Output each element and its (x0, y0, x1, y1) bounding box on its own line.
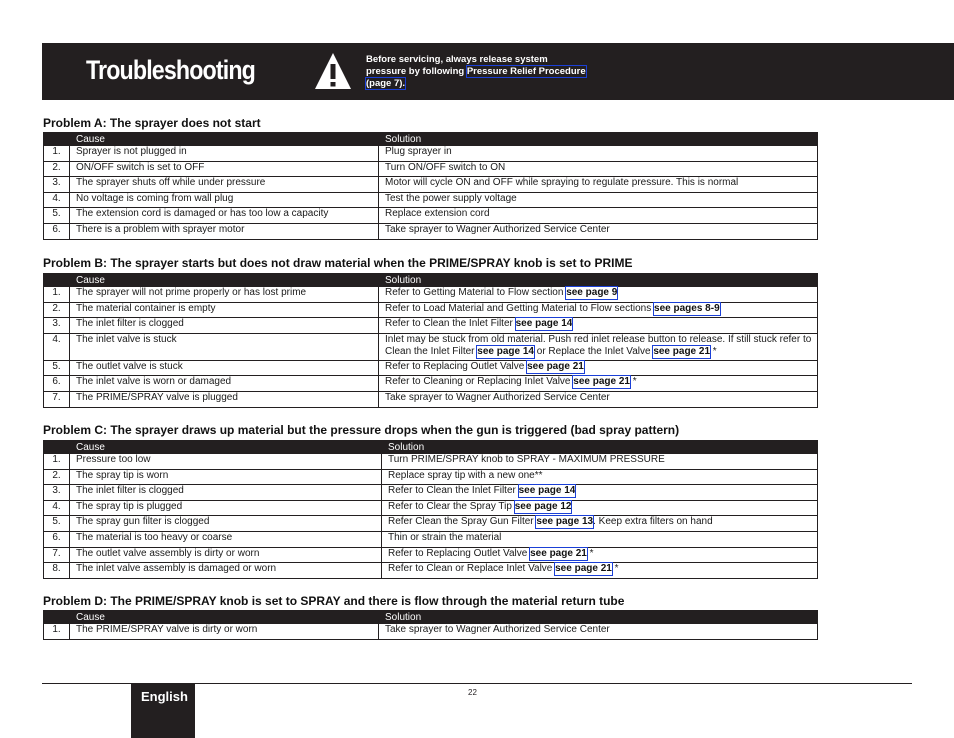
footnote-mark: * (586, 547, 594, 559)
solution-text: Refer to Clean or Replace Inlet Valve (388, 563, 556, 575)
row-number: 8. (44, 563, 70, 579)
language-tab: English (131, 684, 195, 738)
solution-cell (382, 563, 818, 579)
cause-cell: The PRIME/SPRAY valve is dirty or worn (70, 624, 379, 640)
problem-c-table (43, 440, 818, 579)
row-number: 5. (44, 516, 70, 532)
row-number: 3. (44, 485, 70, 501)
solution-cell (379, 376, 818, 392)
row-number: 7. (44, 391, 70, 407)
table-row (44, 376, 818, 392)
table-row (44, 192, 818, 208)
table-row (44, 146, 818, 162)
page-link[interactable]: see page 14 (518, 485, 576, 497)
solution-cell (379, 302, 818, 318)
cause-cell: ON/OFF switch is set to OFF (70, 161, 379, 177)
row-number: 6. (44, 223, 70, 239)
cause-cell: The spray tip is worn (70, 469, 382, 485)
cause-cell: The spray gun filter is clogged (70, 516, 382, 532)
problem-c-title: Problem C: The sprayer draws up material but the pressure drops when the gun is triggered (bad spray pattern) (43, 423, 680, 437)
num-header (44, 611, 70, 624)
solution-text: Refer to Cleaning or Replacing Inlet Valve (385, 376, 574, 388)
table-header-row (44, 133, 818, 146)
row-number: 4. (44, 500, 70, 516)
warning-message: Before servicing, always release system pressure by following (366, 54, 548, 77)
page-link[interactable]: see page 21 (573, 376, 630, 388)
table-row (44, 454, 818, 470)
row-number: 2. (44, 161, 70, 177)
page-link[interactable]: see page 21 (530, 547, 587, 559)
cause-cell: The inlet valve is stuck (70, 333, 379, 360)
solution-text: Refer to Replacing Outlet Valve (385, 360, 528, 372)
cause-cell: The inlet valve is worn or damaged (70, 376, 379, 392)
table-row (44, 318, 818, 334)
solution-cell (382, 485, 818, 501)
row-number: 6. (44, 531, 70, 547)
table-header-row (44, 611, 818, 624)
header-bar (42, 43, 954, 100)
solution-text-after: or Replace the Inlet Valve (533, 345, 654, 357)
solution-text: Refer to Load Material and Getting Material to Flow sections (385, 302, 655, 314)
num-header (44, 274, 70, 287)
solution-cell: Take sprayer to Wagner Authorized Service Center (379, 391, 818, 407)
cause-cell: The sprayer shuts off while under pressure (70, 177, 379, 193)
table-row (44, 302, 818, 318)
table-row (44, 287, 818, 303)
footnote-mark: * (611, 563, 619, 575)
solution-text: Refer to Replacing Outlet Valve (388, 547, 531, 559)
table-header-row (44, 274, 818, 287)
table-row (44, 516, 818, 532)
cause-cell: The inlet filter is clogged (70, 485, 382, 501)
solution-cell: Motor will cycle ON and OFF while spraying to regulate pressure. This is normal (379, 177, 818, 193)
cause-cell: The material container is empty (70, 302, 379, 318)
solution-cell (379, 318, 818, 334)
solution-cell: Turn PRIME/SPRAY knob to SPRAY - MAXIMUM PRESSURE (382, 454, 818, 470)
solution-cell: Thin or strain the material (382, 531, 818, 547)
cause-cell: There is a problem with sprayer motor (70, 223, 379, 239)
warning-icon (313, 51, 353, 91)
table-row (44, 624, 818, 640)
num-header (44, 133, 70, 146)
solution-header: Solution (379, 274, 818, 287)
footnote-mark: * (629, 376, 637, 388)
cause-cell: The sprayer will not prime properly or has lost prime (70, 287, 379, 303)
problem-b-title: Problem B: The sprayer starts but does not draw material when the PRIME/SPRAY knob is set to PRIME (43, 256, 633, 270)
table-row (44, 531, 818, 547)
page-link[interactable]: see page 21 (527, 360, 584, 372)
problem-d-title: Problem D: The PRIME/SPRAY knob is set to SPRAY and there is flow through the material return tube (43, 594, 625, 608)
solution-header: Solution (379, 611, 818, 624)
solution-cell: Plug sprayer in (379, 146, 818, 162)
solution-header: Solution (379, 133, 818, 146)
table-row (44, 208, 818, 224)
row-number: 5. (44, 360, 70, 376)
cause-cell: No voltage is coming from wall plug (70, 192, 379, 208)
page-link[interactable]: see pages 8-9 (654, 302, 720, 314)
solution-header: Solution (382, 441, 818, 454)
row-number: 1. (44, 454, 70, 470)
cause-cell: Sprayer is not plugged in (70, 146, 379, 162)
table-row (44, 177, 818, 193)
cause-cell: Pressure too low (70, 454, 382, 470)
row-number: 1. (44, 624, 70, 640)
table-row (44, 360, 818, 376)
solution-text-after: . Keep extra filters on hand (593, 516, 713, 528)
solution-cell (379, 333, 818, 360)
solution-cell (379, 360, 818, 376)
table-row (44, 563, 818, 579)
table-row (44, 391, 818, 407)
table-row (44, 500, 818, 516)
problem-d-table (43, 610, 818, 640)
problem-b-table (43, 273, 818, 408)
page-link[interactable]: see page 9 (566, 287, 618, 298)
problem-a-table (43, 132, 818, 240)
table-header-row (44, 441, 818, 454)
solution-cell (382, 516, 818, 532)
table-row (44, 333, 818, 360)
row-number: 2. (44, 469, 70, 485)
table-row (44, 547, 818, 563)
cause-cell: The extension cord is damaged or has too low a capacity (70, 208, 379, 224)
solution-cell: Turn ON/OFF switch to ON (379, 161, 818, 177)
solution-cell (379, 287, 818, 303)
cause-cell: The outlet valve is stuck (70, 360, 379, 376)
solution-cell (382, 547, 818, 563)
solution-cell: Replace spray tip with a new one** (382, 469, 818, 485)
cause-cell: The outlet valve assembly is dirty or worn (70, 547, 382, 563)
solution-cell: Take sprayer to Wagner Authorized Service Center (379, 223, 818, 239)
row-number: 4. (44, 333, 70, 360)
page-link[interactable]: see page 21 (555, 563, 612, 575)
solution-cell: Take sprayer to Wagner Authorized Service Center (379, 624, 818, 640)
solution-text: Inlet may be stuck from old material. Push red inlet release button to release. If still stuck refer to Clean the Inlet Filter (385, 333, 812, 357)
footnote-mark: * (710, 345, 717, 357)
row-number: 6. (44, 376, 70, 392)
solution-text: Refer Clean the Spray Gun Filter (388, 516, 537, 528)
row-number: 1. (44, 287, 70, 303)
cause-header: Cause (70, 274, 379, 287)
problem-a-title: Problem A: The sprayer does not start (43, 116, 261, 130)
cause-header: Cause (70, 133, 379, 146)
cause-cell: The material is too heavy or coarse (70, 531, 382, 547)
solution-cell: Replace extension cord (379, 208, 818, 224)
row-number: 3. (44, 318, 70, 334)
page-link[interactable]: see page 12 (514, 500, 572, 512)
page-link[interactable]: see page 13 (536, 516, 594, 528)
page-number: 22 (468, 688, 477, 697)
pressure-relief-link[interactable]: Pressure Relief Procedure (page 7). (366, 66, 586, 89)
table-row (44, 469, 818, 485)
table-row (44, 223, 818, 239)
cause-cell: The spray tip is plugged (70, 500, 382, 516)
page-title: Troubleshooting (86, 55, 255, 85)
cause-header: Cause (70, 441, 382, 454)
num-header (44, 441, 70, 454)
solution-text: Refer to Clear the Spray Tip (388, 500, 515, 512)
solution-cell (382, 500, 818, 516)
page-link[interactable]: see page 14 (515, 318, 573, 330)
cause-cell: The inlet filter is clogged (70, 318, 379, 334)
table-row (44, 161, 818, 177)
row-number: 7. (44, 547, 70, 563)
page-link[interactable]: see page 21 (653, 345, 711, 357)
row-number: 5. (44, 208, 70, 224)
table-row (44, 485, 818, 501)
row-number: 3. (44, 177, 70, 193)
row-number: 1. (44, 146, 70, 162)
solution-text: Refer to Clean the Inlet Filter (385, 318, 516, 330)
page-link[interactable]: see page 14 (477, 345, 534, 357)
cause-cell: The inlet valve assembly is damaged or worn (70, 563, 382, 579)
solution-cell: Test the power supply voltage (379, 192, 818, 208)
solution-text: Refer to Clean the Inlet Filter (388, 485, 519, 497)
row-number: 2. (44, 302, 70, 318)
solution-text: Refer to Getting Material to Flow section (385, 287, 567, 298)
cause-header: Cause (70, 611, 379, 624)
row-number: 4. (44, 192, 70, 208)
cause-cell: The PRIME/SPRAY valve is plugged (70, 391, 379, 407)
warning-text (366, 54, 586, 90)
